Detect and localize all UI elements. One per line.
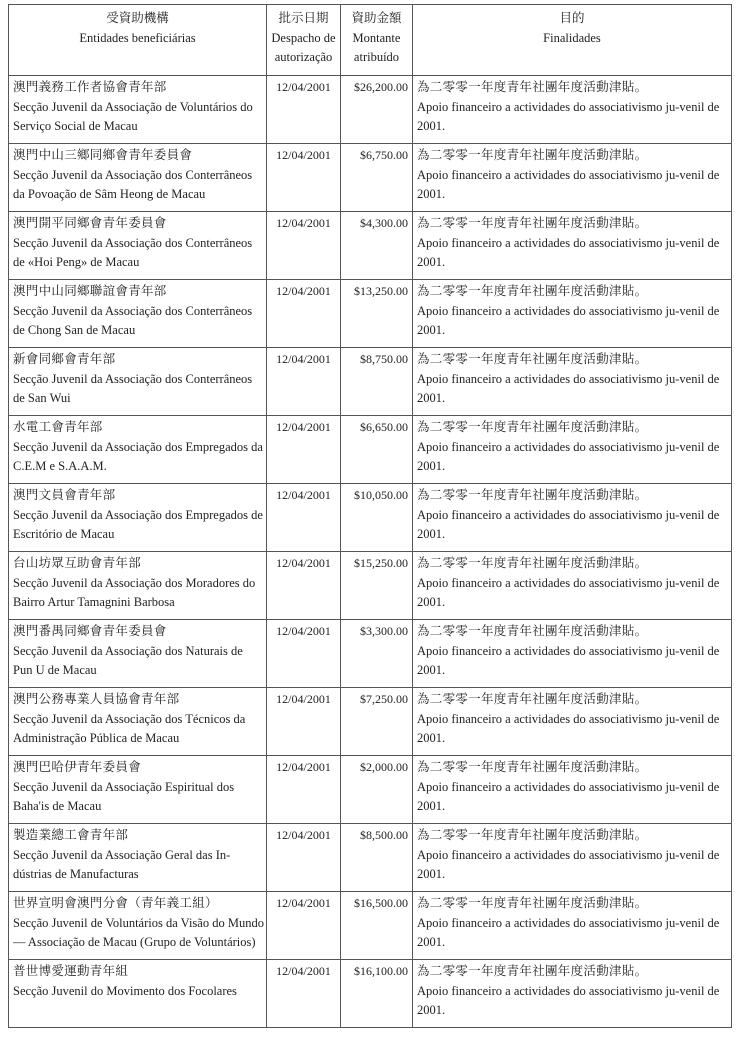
entity-name-zh: 澳門文員會青年部 <box>13 488 116 502</box>
purpose-cell <box>413 756 732 824</box>
entity-name-pt: Secção Juvenil da Associação Geral das In-dústrias de Manufacturas <box>13 847 231 881</box>
subsidy-amount: $8,500.00 <box>341 824 413 892</box>
purpose-cell <box>413 144 732 212</box>
entity-name-pt: Secção Juvenil da Associação dos Conterrâneos da Povoação de Sâm Heong de Macau <box>13 167 253 201</box>
subsidy-amount: $8,750.00 <box>341 348 413 416</box>
entity-name-zh: 普世博愛運動青年組 <box>13 964 129 978</box>
header-amount <box>341 5 413 76</box>
table-row <box>9 280 732 348</box>
purpose-cell <box>413 892 732 960</box>
table-row <box>9 416 732 484</box>
purpose-cell <box>413 280 732 348</box>
entity-cell <box>9 756 267 824</box>
header-entity-zh: 受資助機構 <box>106 11 169 25</box>
entity-name-pt: Secção Juvenil da Associação dos Conterrâneos de «Hoi Peng» de Macau <box>13 235 253 269</box>
purpose-pt: Apoio financeiro a actividades do associativismo ju-venil de 2001. <box>417 235 720 269</box>
header-date-pt: Despacho de autorização <box>271 30 336 64</box>
table-row <box>9 484 732 552</box>
entity-name-pt: Secção Juvenil da Associação Espiritual dos Baha'is de Macau <box>13 779 235 813</box>
purpose-cell <box>413 416 732 484</box>
subsidy-amount: $10,050.00 <box>341 484 413 552</box>
purpose-pt: Apoio financeiro a actividades do associativismo ju-venil de 2001. <box>417 99 720 133</box>
entity-cell <box>9 280 267 348</box>
subsidy-amount: $16,100.00 <box>341 960 413 1028</box>
authorization-date: 12/04/2001 <box>267 620 341 688</box>
purpose-zh: 為二零零一年度青年社團年度活動津貼。 <box>417 964 648 978</box>
header-entity-pt: Entidades beneficiárias <box>79 30 196 45</box>
purpose-pt: Apoio financeiro a actividades do associativismo ju-venil de 2001. <box>417 371 720 405</box>
entity-name-zh: 新會同鄉會青年部 <box>13 352 116 366</box>
table-row <box>9 552 732 620</box>
authorization-date: 12/04/2001 <box>267 892 341 960</box>
entity-name-zh: 澳門巴哈伊青年委員會 <box>13 760 142 774</box>
authorization-date: 12/04/2001 <box>267 76 341 144</box>
table-row <box>9 892 732 960</box>
entity-name-zh: 澳門中山同鄉聯誼會青年部 <box>13 284 167 298</box>
authorization-date: 12/04/2001 <box>267 552 341 620</box>
entity-name-pt: Secção Juvenil da Associação de Voluntários do Serviço Social de Macau <box>13 99 253 133</box>
entity-name-pt: Secção Juvenil da Associação dos Empregados de Escritório de Macau <box>13 507 263 541</box>
authorization-date: 12/04/2001 <box>267 144 341 212</box>
entity-cell <box>9 960 267 1028</box>
entity-cell <box>9 76 267 144</box>
subsidy-amount: $26,200.00 <box>341 76 413 144</box>
entity-name-zh: 澳門開平同鄉會青年委員會 <box>13 216 167 230</box>
entity-name-pt: Secção Juvenil da Associação dos Conterrâneos de San Wui <box>13 371 253 405</box>
header-amount-zh: 資助金額 <box>351 11 402 25</box>
table-row <box>9 756 732 824</box>
entity-name-zh: 澳門中山三鄉同鄉會青年委員會 <box>13 148 193 162</box>
entity-name-zh: 水電工會青年部 <box>13 420 103 434</box>
purpose-pt: Apoio financeiro a actividades do associativismo ju-venil de 2001. <box>417 167 720 201</box>
entity-cell <box>9 348 267 416</box>
header-purpose-pt: Finalidades <box>543 30 601 45</box>
table-row <box>9 212 732 280</box>
entity-cell <box>9 552 267 620</box>
table-body <box>9 76 732 1028</box>
subsidy-amount: $6,750.00 <box>341 144 413 212</box>
subsidy-amount: $15,250.00 <box>341 552 413 620</box>
purpose-cell <box>413 212 732 280</box>
purpose-zh: 為二零零一年度青年社團年度活動津貼。 <box>417 80 648 94</box>
entity-name-zh: 世界宣明會澳門分會（青年義工組） <box>13 896 218 910</box>
table-row <box>9 144 732 212</box>
entity-name-pt: Secção Juvenil da Associação dos Empregados da C.E.M e S.A.A.M. <box>13 439 263 473</box>
table-row <box>9 76 732 144</box>
subsidy-amount: $2,000.00 <box>341 756 413 824</box>
subsidy-amount: $16,500.00 <box>341 892 413 960</box>
authorization-date: 12/04/2001 <box>267 212 341 280</box>
table-row <box>9 688 732 756</box>
entity-cell <box>9 484 267 552</box>
header-date-zh: 批示日期 <box>278 11 329 25</box>
entity-name-zh: 澳門番禺同鄉會青年委員會 <box>13 624 167 638</box>
purpose-pt: Apoio financeiro a actividades do associativismo ju-venil de 2001. <box>417 711 720 745</box>
authorization-date: 12/04/2001 <box>267 688 341 756</box>
purpose-zh: 為二零零一年度青年社團年度活動津貼。 <box>417 624 648 638</box>
purpose-pt: Apoio financeiro a actividades do associativismo ju-venil de 2001. <box>417 847 720 881</box>
purpose-cell <box>413 348 732 416</box>
authorization-date: 12/04/2001 <box>267 416 341 484</box>
entity-name-pt: Secção Juvenil da Associação dos Técnicos da Administração Pública de Macau <box>13 711 246 745</box>
purpose-zh: 為二零零一年度青年社團年度活動津貼。 <box>417 352 648 366</box>
subsidy-amount: $3,300.00 <box>341 620 413 688</box>
entity-cell <box>9 688 267 756</box>
purpose-zh: 為二零零一年度青年社團年度活動津貼。 <box>417 216 648 230</box>
header-amount-pt: Montante atribuído <box>352 30 401 64</box>
entity-name-zh: 製造業總工會青年部 <box>13 828 129 842</box>
purpose-zh: 為二零零一年度青年社團年度活動津貼。 <box>417 692 648 706</box>
purpose-zh: 為二零零一年度青年社團年度活動津貼。 <box>417 488 648 502</box>
entity-name-pt: Secção Juvenil do Movimento dos Focolares <box>13 983 237 998</box>
purpose-zh: 為二零零一年度青年社團年度活動津貼。 <box>417 148 648 162</box>
table-row <box>9 960 732 1028</box>
entity-cell <box>9 144 267 212</box>
purpose-pt: Apoio financeiro a actividades do associativismo ju-venil de 2001. <box>417 983 720 1017</box>
entity-name-pt: Secção Juvenil de Voluntários da Visão do Mundo — Associação de Macau (Grupo de Voluntários) <box>13 915 264 949</box>
authorization-date: 12/04/2001 <box>267 348 341 416</box>
entity-cell <box>9 212 267 280</box>
authorization-date: 12/04/2001 <box>267 824 341 892</box>
purpose-pt: Apoio financeiro a actividades do associativismo ju-venil de 2001. <box>417 779 720 813</box>
purpose-cell <box>413 960 732 1028</box>
header-purpose-zh: 目的 <box>559 11 585 25</box>
table-row <box>9 348 732 416</box>
purpose-zh: 為二零零一年度青年社團年度活動津貼。 <box>417 420 648 434</box>
entity-name-pt: Secção Juvenil da Associação dos Moradores do Bairro Artur Tamagnini Barbosa <box>13 575 256 609</box>
purpose-pt: Apoio financeiro a actividades do associativismo ju-venil de 2001. <box>417 643 720 677</box>
subsidy-table <box>8 4 732 1028</box>
entity-name-zh: 澳門公務專業人員協會青年部 <box>13 692 180 706</box>
purpose-pt: Apoio financeiro a actividades do associativismo ju-venil de 2001. <box>417 507 720 541</box>
purpose-zh: 為二零零一年度青年社團年度活動津貼。 <box>417 284 648 298</box>
purpose-zh: 為二零零一年度青年社團年度活動津貼。 <box>417 556 648 570</box>
authorization-date: 12/04/2001 <box>267 960 341 1028</box>
purpose-pt: Apoio financeiro a actividades do associativismo ju-venil de 2001. <box>417 575 720 609</box>
header-date <box>267 5 341 76</box>
header-entity <box>9 5 267 76</box>
entity-cell <box>9 416 267 484</box>
authorization-date: 12/04/2001 <box>267 484 341 552</box>
purpose-cell <box>413 620 732 688</box>
purpose-pt: Apoio financeiro a actividades do associativismo ju-venil de 2001. <box>417 439 720 473</box>
purpose-zh: 為二零零一年度青年社團年度活動津貼。 <box>417 828 648 842</box>
header-purpose <box>413 5 732 76</box>
entity-cell <box>9 620 267 688</box>
purpose-pt: Apoio financeiro a actividades do associativismo ju-venil de 2001. <box>417 915 720 949</box>
subsidy-amount: $6,650.00 <box>341 416 413 484</box>
purpose-zh: 為二零零一年度青年社團年度活動津貼。 <box>417 896 648 910</box>
purpose-zh: 為二零零一年度青年社團年度活動津貼。 <box>417 760 648 774</box>
purpose-cell <box>413 76 732 144</box>
subsidy-amount: $13,250.00 <box>341 280 413 348</box>
purpose-cell <box>413 824 732 892</box>
subsidy-amount: $4,300.00 <box>341 212 413 280</box>
table-row <box>9 824 732 892</box>
authorization-date: 12/04/2001 <box>267 756 341 824</box>
entity-cell <box>9 892 267 960</box>
purpose-cell <box>413 484 732 552</box>
entity-name-zh: 台山坊眾互助會青年部 <box>13 556 142 570</box>
entity-name-pt: Secção Juvenil da Associação dos Conterrâneos de Chong San de Macau <box>13 303 253 337</box>
purpose-pt: Apoio financeiro a actividades do associativismo ju-venil de 2001. <box>417 303 720 337</box>
purpose-cell <box>413 688 732 756</box>
entity-cell <box>9 824 267 892</box>
table-row <box>9 620 732 688</box>
entity-name-zh: 澳門義務工作者協會青年部 <box>13 80 167 94</box>
subsidy-amount: $7,250.00 <box>341 688 413 756</box>
authorization-date: 12/04/2001 <box>267 280 341 348</box>
purpose-cell <box>413 552 732 620</box>
entity-name-pt: Secção Juvenil da Associação dos Naturais de Pun U de Macau <box>13 643 243 677</box>
table-header-row <box>9 5 732 76</box>
